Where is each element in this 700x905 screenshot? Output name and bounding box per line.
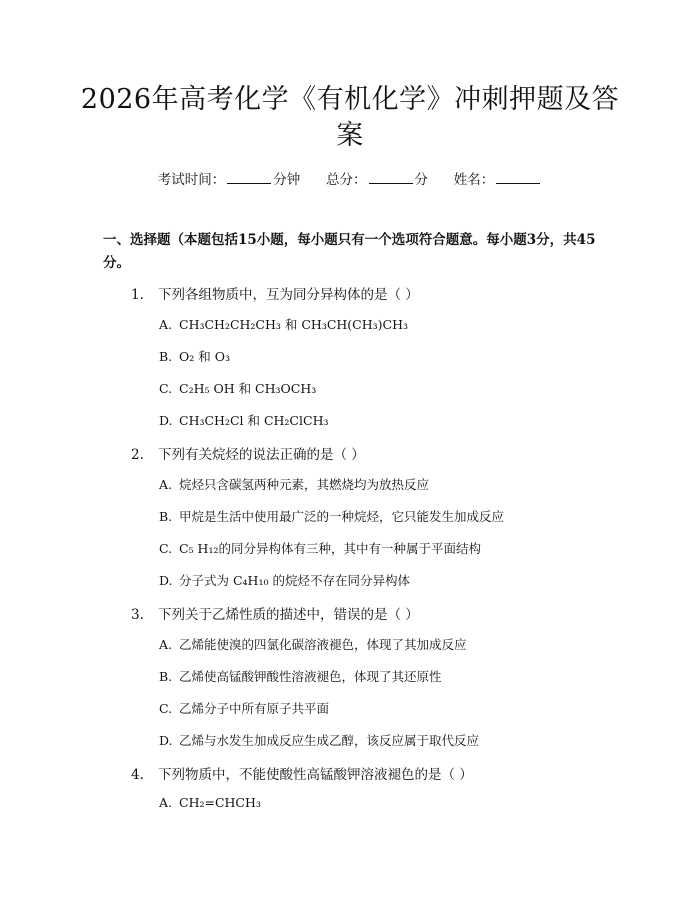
option-text: C₅ H₁₂的同分异构体有三种，其中有一种属于平面结构 [179,541,481,556]
option-label: A. [159,795,173,810]
question-number: 4. [131,767,144,783]
page-title-continued: 案 [336,120,364,151]
score-unit: 分 [414,172,428,188]
time-unit: 分钟 [273,172,301,188]
option-label: A. [159,477,173,492]
question-3 [131,603,419,623]
question-1 [131,283,419,303]
option-label: C. [159,541,173,556]
option-text: 乙烯分子中所有原子共平面 [179,701,330,716]
question-3-option-b [159,667,442,685]
question-1-option-b [159,347,230,365]
option-text: CH₂=CHCH₃ [179,795,261,810]
question-number: 2. [131,447,144,463]
option-text: 乙烯能使溴的四氯化碳溶液褪色，体现了其加成反应 [179,637,467,652]
option-label: B. [159,669,173,684]
question-1-option-a [159,315,408,333]
question-3-option-c [159,699,329,717]
question-number: 1. [131,287,144,303]
option-text: CH₃CH₂Cl 和 CH₂ClCH₃ [179,413,329,428]
option-text: 乙烯与水发生加成反应生成乙醇，该反应属于取代反应 [179,733,480,748]
name-label: 姓名： [453,172,495,188]
question-stem: 下列各组物质中，互为同分异构体的是（ ） [158,287,419,303]
question-2 [131,443,365,463]
option-label: A. [159,317,173,332]
section-heading: 一、选择题（本题包括15小题，每小题只有一个选项符合题意。每小题3分，共45分。 [103,232,596,271]
question-2-option-a [159,475,429,493]
option-text: C₂H₅ OH 和 CH₃OCH₃ [179,381,317,396]
time-blank [227,171,271,184]
question-number: 3. [131,607,144,623]
option-label: D. [159,413,173,428]
option-label: C. [159,701,173,716]
option-label: D. [159,573,173,588]
option-label: B. [159,349,173,364]
score-blank [369,171,413,184]
option-label: D. [159,733,173,748]
question-stem: 下列有关烷烃的说法正确的是（ ） [158,447,365,463]
question-4-option-a [159,795,261,810]
option-text: CH₃CH₂CH₂CH₃ 和 CH₃CH(CH₃)CH₃ [179,317,408,332]
question-3-option-a [159,635,467,653]
question-2-option-d [159,571,410,589]
question-4 [131,763,473,783]
option-text: 分子式为 C₄H₁₀ 的烷烃不存在同分异构体 [179,573,410,588]
question-stem: 下列关于乙烯性质的描述中，错误的是（ ） [158,607,419,623]
option-text: 乙烯使高锰酸钾酸性溶液褪色，体现了其还原性 [179,669,442,684]
option-label: C. [159,381,173,396]
option-text: 烷烃只含碳氢两种元素，其燃烧均为放热反应 [179,477,430,492]
exam-info-line [0,168,700,188]
option-label: B. [159,509,173,524]
question-3-option-d [159,731,479,749]
question-2-option-b [159,507,504,525]
question-stem: 下列物质中，不能使酸性高锰酸钾溶液褪色的是（ ） [158,767,473,783]
question-2-option-c [159,539,481,557]
page-title: 2026年高考化学《有机化学》冲刺押题及答 [80,84,620,115]
question-1-option-d [159,411,328,429]
option-label: A. [159,637,173,652]
option-text: 甲烷是生活中使用最广泛的一种烷烃，它只能发生加成反应 [179,509,505,524]
time-label: 考试时间： [157,172,226,188]
name-blank [496,171,540,184]
question-1-option-c [159,379,316,397]
score-label: 总分： [326,172,367,188]
option-text: O₂ 和 O₃ [179,349,230,364]
